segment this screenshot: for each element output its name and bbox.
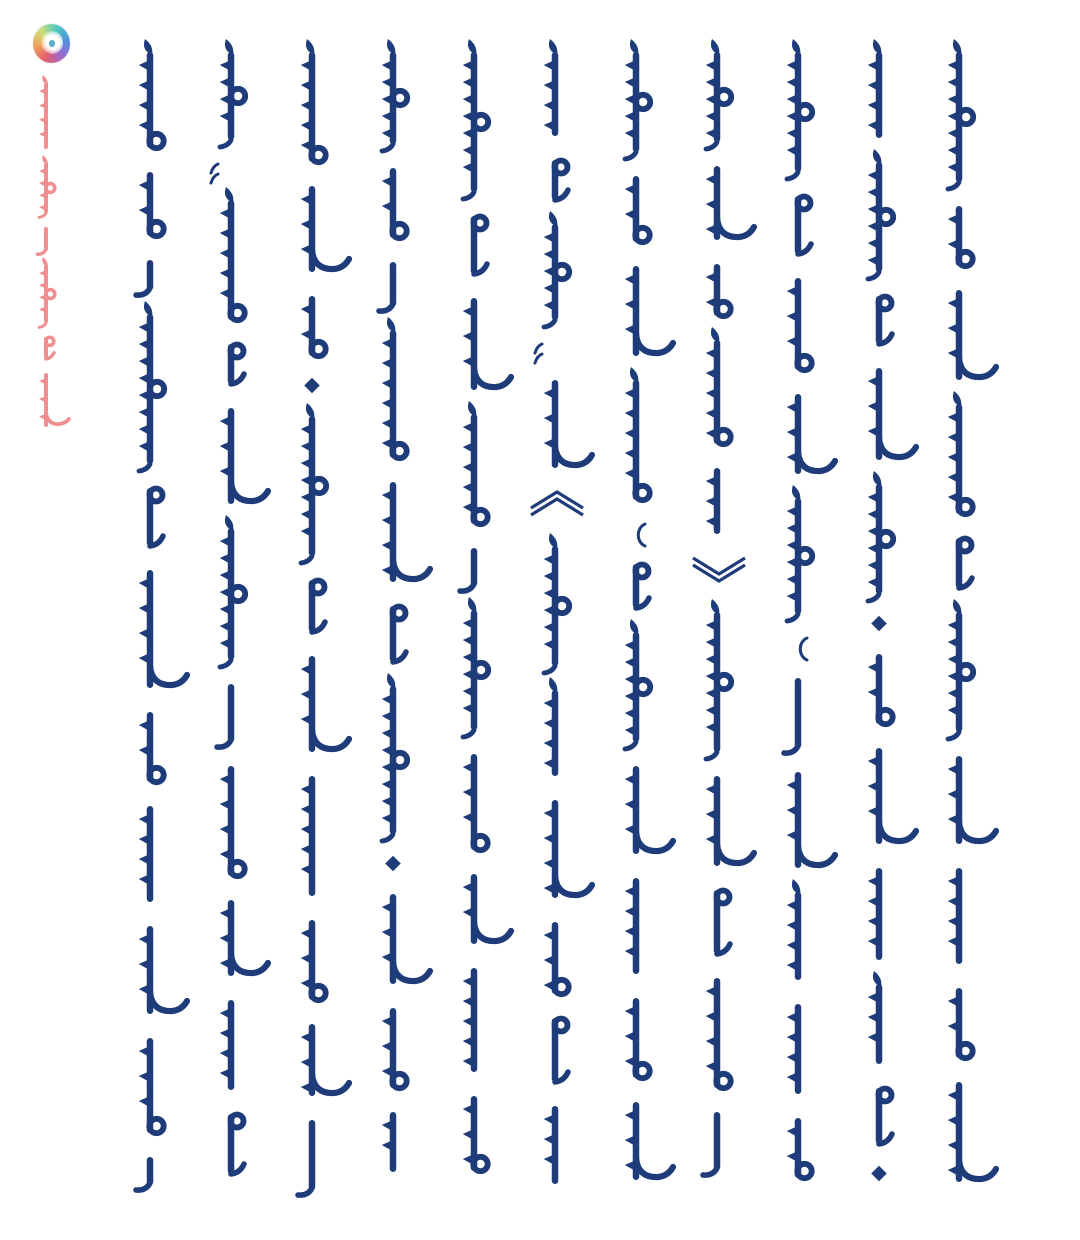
- text-column-2: [211, 39, 268, 1174]
- text-column-5: [460, 39, 511, 1171]
- text-column-4: [379, 39, 430, 1172]
- text-column-11: [948, 39, 996, 1182]
- text-column-6: [531, 39, 592, 1184]
- brand-name-vertical-text: [37, 75, 69, 427]
- text-column-9: [784, 39, 835, 1178]
- text-column-8: [693, 39, 754, 1175]
- text-column-3: [298, 39, 349, 1195]
- text-column-10: [868, 39, 916, 1181]
- text-column-1: [136, 39, 187, 1190]
- text-column-7: [625, 39, 673, 1180]
